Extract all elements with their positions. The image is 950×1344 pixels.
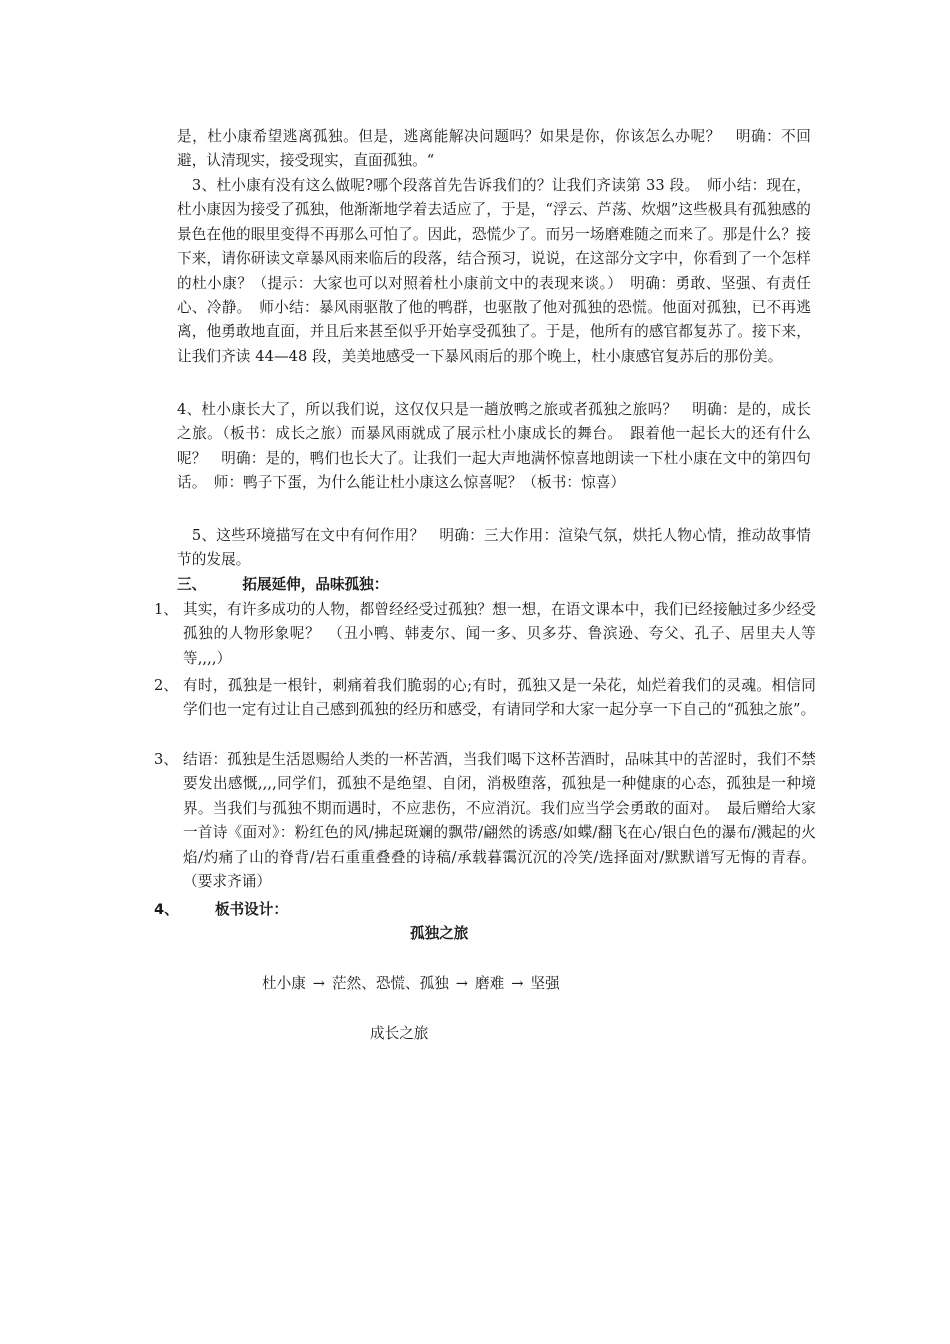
list-item-text: 有时，孤独是一根针，刺痛着我们脆弱的心;有时，孤独又是一朵花，灿烂着我们的灵魂。相信同学们也一定有过让自己感到孤独的经历和感受，有请同学和大家一起分享一下自己的“孤独之旅”。 — [183, 677, 816, 719]
section-3-heading — [177, 573, 388, 597]
paragraph-question-3: 3、杜小康有没有这么做呢?哪个段落首先告诉我们的？让我们齐读第 33 段。 师小结：现在，杜小康因为接受了孤独，他渐渐地学着去适应了，于是，“浮云、芦荡、炊烟”这些极具有孤独感的景色在他的眼里变得不再那么可怕了。因此，恐慌少了。而另一场磨难随之而来了。那是什么？接下来，请你研读文章暴风雨来临后的段落，结合预习，说说，在这部分文字中，你看到了一个怎样的杜小康？（提示：大家也可以对照着杜小康前文中的表现来谈。） 明确：勇敢、坚强、有责任心、冷静。 师小结：暴风雨驱散了他的鸭群，也驱散了他对孤独的恐慌。他面对孤独，已不再逃离，他勇敢地直面，并且后来甚至似乎开始享受孤独了。于是，他所有的感官都复苏了。接下来，让我们齐读 44—48 段，美美地感受一下暴风雨后的那个晚上，杜小康感官复苏后的那份美。 — [177, 177, 811, 365]
list-item-text: 其实，有许多成功的人物，都曾经经受过孤独？想一想，在语文课本中，我们已经接触过多少经受孤独的人物形象呢？ （丑小鸭、韩麦尔、闻一多、贝多芬、鲁滨逊、夸父、孔子、居里夫人等等,,,,） — [183, 601, 816, 667]
section-3-number: 三、 — [177, 576, 207, 593]
board-flow — [262, 972, 560, 993]
paragraph-intro: 是，杜小康希望逃离孤独。但是，逃离能解决问题吗？如果是你，你该怎么办呢？ 明确：不回避，认清现实，接受现实，直面孤独。“ — [177, 128, 811, 170]
arrow-right-icon: → — [455, 975, 469, 992]
board-flow-step: 杜小康 — [262, 975, 306, 992]
list-item-number: 1、 — [154, 601, 179, 618]
section-4-number: 4、 — [154, 901, 179, 918]
list-item-number: 3、 — [154, 751, 179, 768]
board-title: 孤独之旅 — [410, 925, 469, 942]
section-4-title: 板书设计： — [214, 901, 288, 918]
list-item-number: 2、 — [154, 677, 179, 694]
arrow-right-icon: → — [511, 975, 524, 992]
board-flow-step: 茫然、恐慌、孤独 — [332, 975, 449, 992]
board-footer: 成长之旅 — [370, 1025, 429, 1042]
arrow-right-icon: → — [312, 975, 326, 992]
section-3-title: 拓展延伸，品味孤独： — [242, 576, 389, 593]
list-item — [154, 748, 816, 894]
section-4-heading — [154, 898, 288, 922]
list-item-text: 结语：孤独是生活恩赐给人类的一杯苦酒，当我们喝下这杯苦酒时，品味其中的苦涩时，我们不禁要发出感慨,,,,同学们，孤独不是绝望、自闭，消极堕落，孤独是一种健康的心态，孤独是一种境界。当我们与孤独不期而遇时，不应悲伤，不应消沉。我们应当学会勇敢的面对。 最后赠给大家一首诗《面对》：粉红色的风/拂起斑斓的飘带/翩然的诱惑/如蝶/翻飞在心/银白色的瀑布/溅起的火焰/灼痛了山的脊背/岩石重重叠叠的诗稿/承载暮霭沉沉的冷笑/选择面对/默默谱写无悔的青春。（要求齐诵） — [183, 751, 816, 891]
list-item — [154, 598, 816, 671]
list-item — [154, 674, 816, 723]
board-flow-step: 磨难 — [475, 975, 505, 992]
paragraph-question-5: 5、这些环境描写在文中有何作用？ 明确：三大作用：渲染气氛，烘托人物心情，推动故事情节的发展。 — [177, 527, 811, 569]
paragraph-question-4: 4、杜小康长大了，所以我们说，这仅仅只是一趟放鸭之旅或者孤独之旅吗？ 明确：是的，成长之旅。（板书：成长之旅）而暴风雨就成了展示杜小康成长的舞台。 跟着他一起长大的还有什么呢？ 明确：是的，鸭们也长大了。让我们一起大声地满怀惊喜地朗读一下杜小康在文中的第四句话。 师：鸭子下蛋，为什么能让杜小康这么惊喜呢？（板书：惊喜） — [177, 401, 811, 492]
board-flow-step: 坚强 — [530, 975, 560, 992]
